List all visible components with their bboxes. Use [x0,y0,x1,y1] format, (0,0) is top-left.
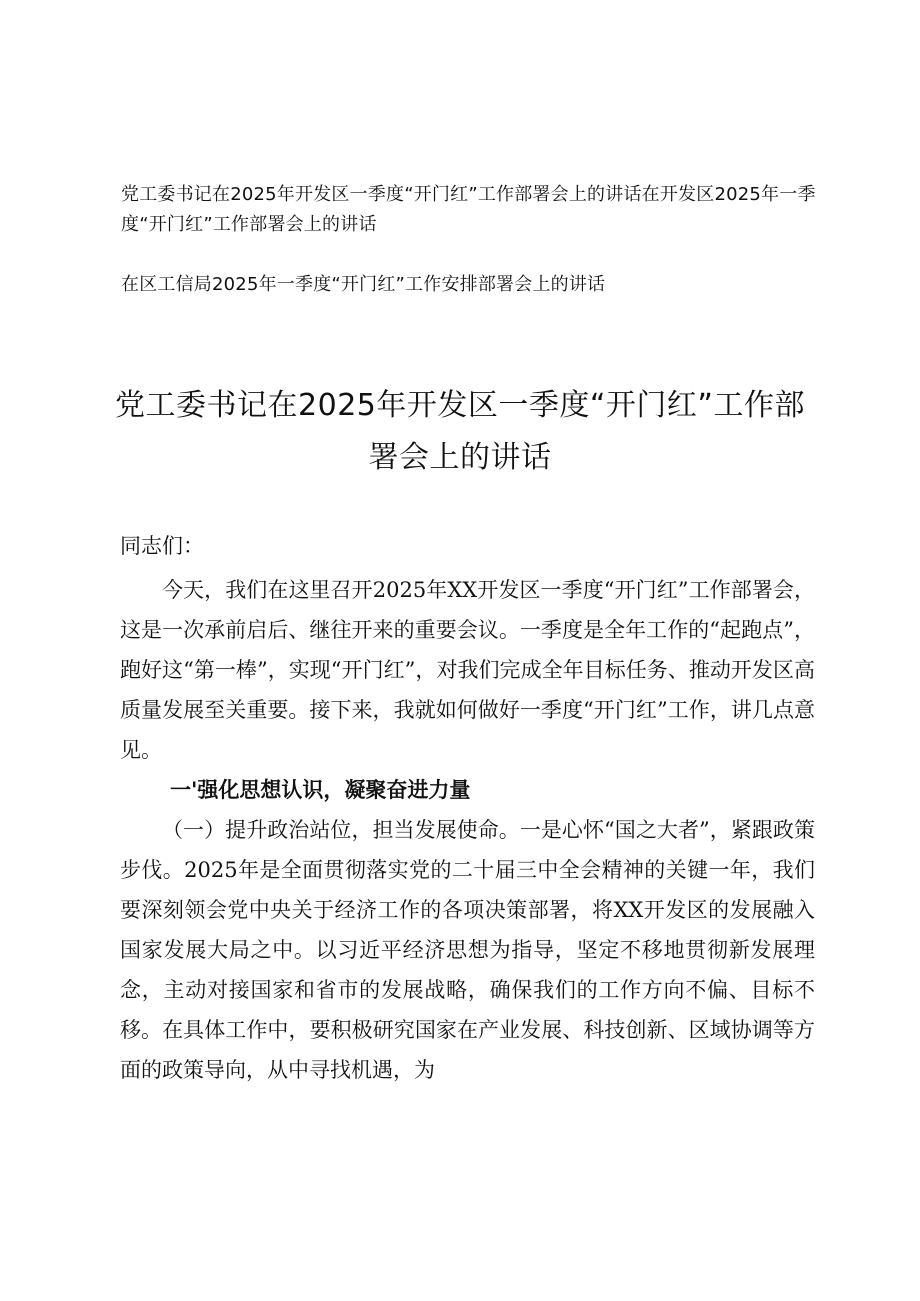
paragraph-opening: 今天，我们在这里召开2025年XX开发区一季度“开门红”工作部署会，这是一次承前启后、继往开来的重要会议。一季度是全年工作的“起跑点”，跑好这“第一棒”，实现“开门红”，对我们完成全年目标任务、推动开发区高质量发展至关重要。接下来，我就如何做好一季度“开门红”工作，讲几点意见。 [120,578,815,762]
toc-item-1: 党工委书记在2025年开发区一季度“开门红”工作部署会上的讲话在开发区2025年一季度“开门红”工作部署会上的讲话 [121,184,816,235]
document-title: 党工委书记在2025年开发区一季度“开门红”工作部署会上的讲话 [115,388,805,475]
salutation: 同志们： [120,534,204,558]
toc-item-2: 在区工信局2025年一季度“开门红”工作安排部署会上的讲话 [121,274,606,295]
paragraph-section-1-1: （一）提升政治站位，担当发展使命。一是心怀“国之大者”，紧跟政策步伐。2025年是全面贯彻落实党的二十届三中全会精神的关键一年，我们要深刻领会党中央关于经济工作的各项决策部署，将XX开发区的发展融入国家发展大局之中。以习近平经济思想为指导，坚定不移地贯彻新发展理念，主动对接国家和省市的发展战略，确保我们的工作方向不偏、目标不移。在具体工作中，要积极研究国家在产业发展、科技创新、区域协调等方面的政策导向，从中寻找机遇，为 [120,818,815,1082]
document-body [120,526,815,1090]
section-heading-1: 一'强化思想认识，凝聚奋进力量 [170,778,471,802]
table-of-contents [121,180,821,300]
